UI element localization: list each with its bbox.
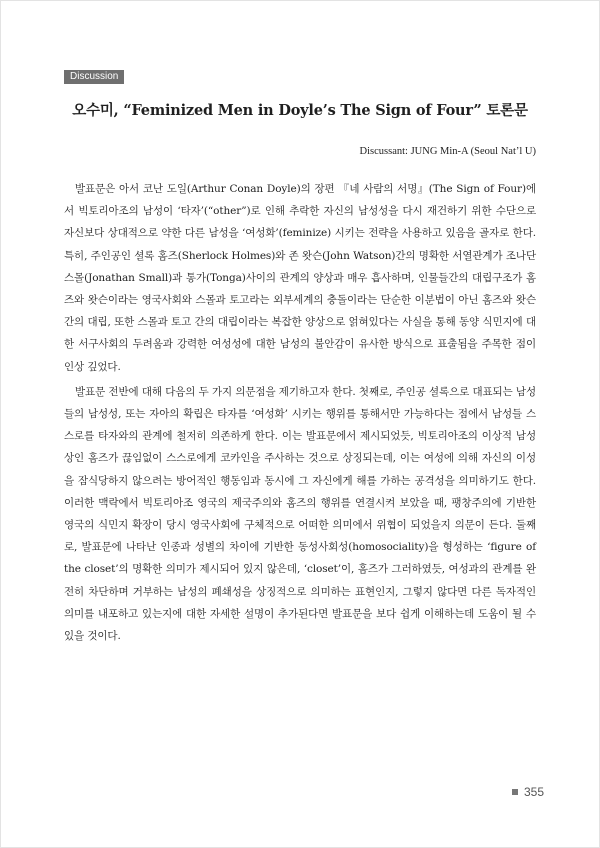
square-bullet-icon xyxy=(512,789,518,795)
page-number: 355 xyxy=(523,785,544,799)
paragraph: 발표문은 아서 코난 도일(Arthur Conan Doyle)의 장편 『네 사람의 서명』(The Sign of Four)에서 빅토리아조의 남성이 ‘타자’(“other”)로 인해 추락한 자신의 남성성을 다시 재건하기 위한 수단으로 자신보다 상대적으로 약한 다른 남성을 ‘여성화’(feminize) 시키는 전략을 사용하고 있음을 골자로 한다. 특히, 주인공인 셜록 홈즈(Sherlock Holmes)와 존 왓슨(John Watson)간의 명확한 서열관계가 조나단 스몰(Jonathan Small)과 통가(Tonga)사이의 관계의 양상과 매우 흡사하며, 인물들간의 대립구조가 홈즈와 왓슨이라는 영국사회와 스몰과 토고라는 외부세계의 충돌이라는 단순한 이분법이 아닌 홈즈와 왓슨 간의 대립, 또한 스몰과 토고 간의 대립이라는 복잡한 양상으로 얽혀있다는 사실을 통해 동양 식민지에 대한 서구사회의 두려움과 강력한 여성성에 대한 남성의 불안감이 유사한 방식으로 표출됨을 주목한 점이 인상 깊었다. xyxy=(64,183,536,373)
page-title: 오수미, “Feminized Men in Doyle’s The Sign of Four” 토론문 xyxy=(72,102,528,119)
page-footer xyxy=(512,785,544,799)
discussant-line: Discussant: JUNG Min-A (Seoul Nat’l U) xyxy=(359,146,536,157)
paragraph: 발표문 전반에 대해 다음의 두 가지 의문점을 제기하고자 한다. 첫째로, 주인공 셜록으로 대표되는 남성들의 남성성, 또는 자아의 확립은 타자를 ‘여성화’ 시키는 행위를 통해서만 가능하다는 점에서 남성들 스스로를 타자와의 관계에 철저히 의존하게 한다. 이는 발표문에서 제시되었듯, 빅토리아조의 이상적 남성상인 홈즈가 끊임없이 스스로에게 코카인을 주사하는 것으로 상징되는데, 이는 여성에 의해 자신의 이성을 잠식당하지 않으려는 방어적인 행동임과 동시에 그 자신에게 해를 가하는 공격성을 의미하기도 한다. 이러한 맥락에서 빅토리아조 영국의 제국주의와 홈즈의 행위를 연결시켜 보았을 때, 팽창주의에 기반한 영국의 식민지 확장이 당시 영국사회에 구체적으로 어떠한 의미에서 위협이 되었을지 의문이 든다. 둘째로, 발표문에 나타난 인종과 성별의 차이에 기반한 동성사회성(homosociality)을 형성하는 ‘figure of the closet’의 명확한 의미가 제시되어 있지 않은데, ‘closet’이, 홈즈가 그러하였듯, 여성과의 관계를 완전히 차단하며 거부하는 남성의 폐쇄성을 상징적으로 의미하는 표현인지, 그렇지 않다면 다른 독자적인 의미를 내포하고 있는지에 대한 자세한 설명이 추가된다면 발표문을 보다 쉽게 이해하는데 도움이 될 수 있을 것이다. xyxy=(64,385,536,643)
body-text xyxy=(64,178,536,650)
section-tag: Discussion xyxy=(64,70,124,84)
